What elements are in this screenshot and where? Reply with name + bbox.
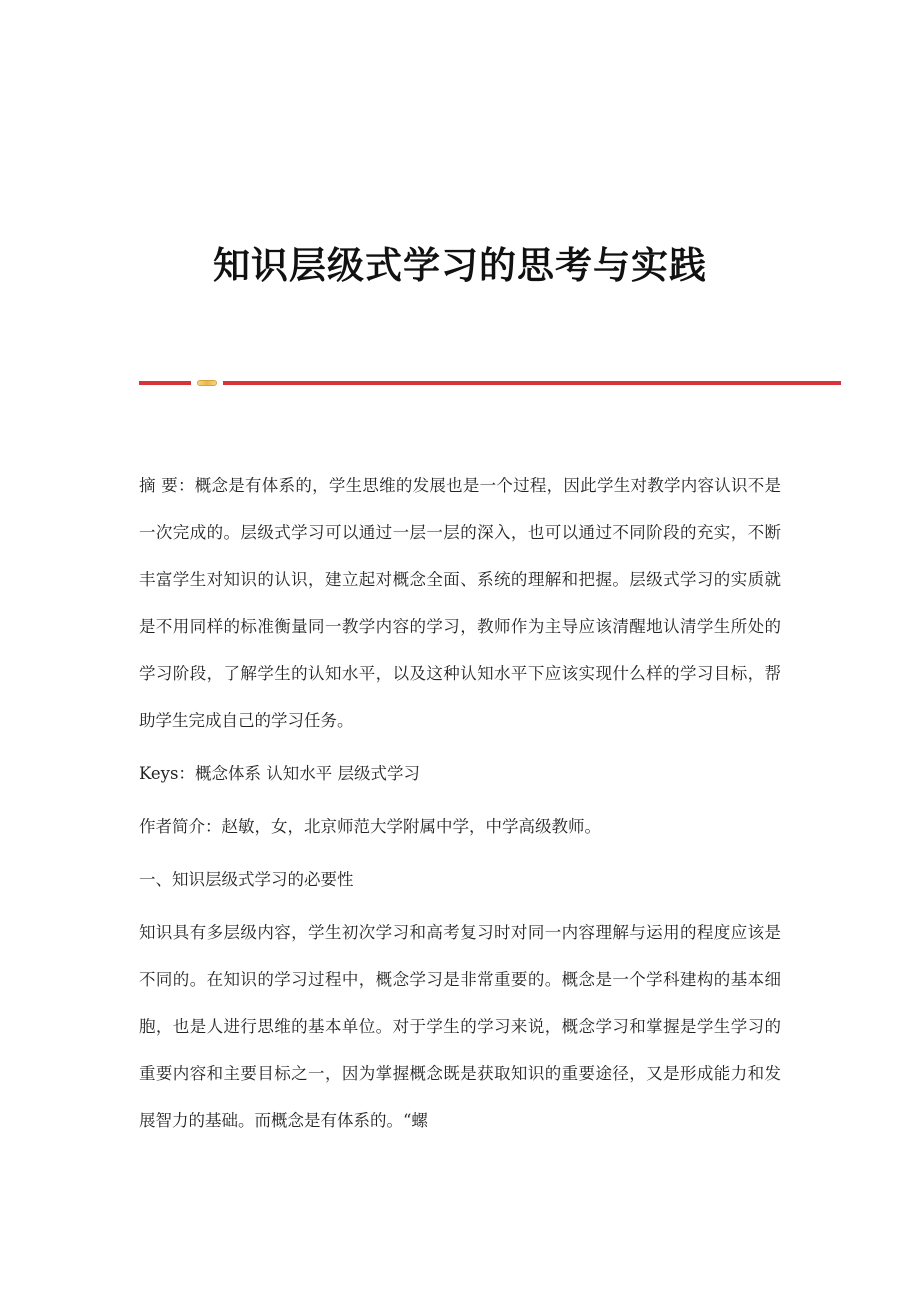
divider-left-segment: [139, 381, 191, 385]
keyword: 概念体系: [194, 764, 261, 783]
divider-ornament-icon: [197, 380, 217, 386]
author-label: 作者简介：: [139, 817, 222, 836]
title-divider: [139, 380, 841, 386]
abstract-paragraph: [139, 462, 781, 744]
body-paragraph: 知识具有多层级内容，学生初次学习和高考复习时对同一内容理解与运用的程度应该是不同的。在知识的学习过程中，概念学习是非常重要的。概念是一个学科建构的基本细胞，也是人进行思维的基本单位。对于学生的学习来说，概念学习和掌握是学生学习的重要内容和主要目标之一，因为掌握概念既是获取知识的重要途径，又是形成能力和发展智力的基础。而概念是有体系的。“螺: [139, 923, 781, 1130]
keywords-line: [139, 750, 781, 797]
abstract-label: 摘 要：: [139, 476, 195, 495]
page-title: 知识层级式学习的思考与实践: [213, 242, 707, 287]
section-heading: 一、知识层级式学习的必要性: [139, 870, 354, 889]
author-text: 赵敏，女，北京师范大学附属中学，中学高级教师。: [221, 817, 601, 836]
divider-right-segment: [223, 381, 841, 385]
author-line: [139, 803, 781, 850]
keyword: 层级式学习: [337, 764, 420, 783]
keyword: 认知水平: [266, 764, 333, 783]
keywords-label: Keys：: [139, 764, 195, 783]
abstract-text: 概念是有体系的，学生思维的发展也是一个过程，因此学生对教学内容认识不是一次完成的。层级式学习可以通过一层一层的深入，也可以通过不同阶段的充实，不断丰富学生对知识的认识，建立起对概念全面、系统的理解和把握。层级式学习的实质就是不用同样的标准衡量同一教学内容的学习，教师作为主导应该清醒地认清学生所处的学习阶段，了解学生的认知水平，以及这种认知水平下应该实现什么样的学习目标，帮助学生完成自己的学习任务。: [139, 476, 782, 730]
document-body: [139, 462, 781, 1144]
